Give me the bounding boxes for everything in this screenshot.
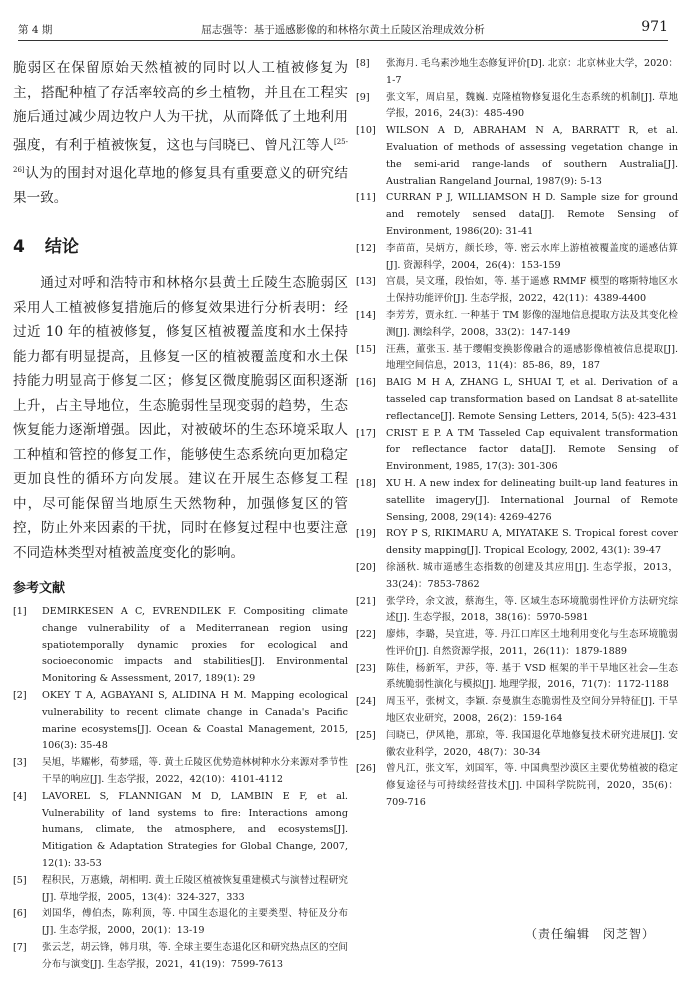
reference-item [356,728,678,762]
reference-text: 李苗苗，吴炳方，颜长珍，等. 密云水库上游植被覆盖度的遥感估算[J]. 资源科学，2004，26(4)：153-159 [386,242,678,271]
section-number: 4 [13,237,25,258]
reference-text: 程积民，万惠娥，胡相明. 黄土丘陵区植被恢复重建模式与演替过程研究[J]. 草地学报，2005，13(4)：324-327，333 [42,874,348,903]
reference-number: [13] [356,276,376,288]
reference-text: 汪燕，董张玉. 基于缨帽变换影像融合的遥感影像植被信息提取[J]. 地理空间信息，2013，11(4)：85-86，89，187 [386,343,678,372]
reference-item [13,789,348,873]
reference-number: [9] [356,91,370,103]
reference-number: [7] [13,942,27,953]
running-header [18,18,668,41]
reference-number: [6] [13,908,27,920]
reference-item [13,940,348,974]
reference-item [356,190,678,240]
reference-text: ROY P S, RIKIMARU A, MIYATAKE S. Tropical forest cover density mapping[J]. Tropical Ecology, 2002, 43(1): 39-47 [386,528,678,557]
reference-number: [25] [356,729,376,741]
citation-marker: [25-26] [13,137,348,174]
reference-number: [5] [13,874,27,886]
reference-number: [1] [13,606,27,618]
reference-text: 张文军，周启星，魏巍. 克隆植物修复退化生态系统的机制[J]. 草地学报，2016，24(3)：485-490 [386,91,678,120]
reference-text: XU H. A new index for delineating built-up land features in satellite imagery[J]. International Journal of Remote Sensing, 2008, 29(14): 4269-4276 [386,477,678,523]
reference-text: CRIST E P. A TM Tasseled Cap equivalent transformation for reflectance factor data[J]. Remote Sensing of Environment, 1985, 17(3): 301-306 [386,427,678,473]
reference-item [13,604,348,688]
reference-number: [21] [356,595,376,607]
continuation-text-end: 认为的围封对退化草地的修复具有重要意义的研究结果一致。 [13,165,348,206]
left-column [13,56,348,974]
reference-item [356,123,678,190]
reference-number: [11] [356,192,376,204]
reference-number: [8] [356,58,370,69]
section-title: 结论 [44,237,79,258]
conclusion-paragraph: 通过对呼和浩特市和林格尔县黄土丘陵生态脆弱区采用人工植被修复措施后的修复效果进行分析表明：经过近 10 年的植被修复，修复区植被覆盖度和水土保持能力都有明显提高，且修复一区的植被覆盖度和水土保持能力明显高于修复二区；修复区微度脆弱区面积逐渐上升，占主导地位，生态脆弱性呈现变弱的趋势，生态恢复能力逐渐增强。因此，对被破坏的生态环境采取人工种植和管控的修复工作，能够使生态系统向更加稳定更加良性的循环方向发展。建议在开展生态修复工程中，尽可能保留当地原生天然物种，加强修复区的管控，防止外来因素的干扰，同时在修复过程中也要注意不同造林类型对植被盖度变化的影响。 [13,275,348,561]
reference-item [356,661,678,695]
reference-list-right [356,56,678,812]
reference-number: [17] [356,427,376,439]
issue-label: 第 4 期 [18,24,53,36]
continuation-text: 脆弱区在保留原始天然植被的同时以人工植被修复为主，搭配种植了存活率较高的乡土植物，并且在工程实施后通过减少周边牧户人为干扰，从而降低了土地利用强度，有利于植被恢复，这也与闫晓已、曾凡江等人 [13,60,348,154]
reference-item [356,90,678,124]
reference-number: [12] [356,242,376,254]
running-title: 屈志强等：基于遥感影像的和林格尔黄土丘陵区治理成效分析 [201,24,485,36]
reference-number: [2] [13,690,27,702]
reference-item [356,594,678,628]
references-heading: 参考文献 [13,581,66,597]
reference-number: [26] [356,763,376,775]
reference-text: 李芳芳，贾永红. 一种基于 TM 影像的湿地信息提取方法及其变化检测[J]. 测绘科学，2008，33(2)：147-149 [386,309,678,338]
reference-text: DEMIRKESEN A C, EVRENDILEK F. Compositing climate change vulnerability of a Mediterranean region using spatiotemporally dynamic proxies for ecological and socioeconomic impacts and stabilities[J]. Environmental Monitoring & Assessment, 2017, 189(1): 29 [42,606,348,685]
reference-item [356,694,678,728]
reference-item [356,241,678,275]
reference-text: 吴旭，毕耀彬，荀梦瑶，等. 黄土丘陵区优势造林树种水分来源对季节性干旱的响应[J]. 生态学报，2022，42(10)：4101-4112 [42,757,348,786]
reference-text: 周玉平，张树文，李颖. 奈曼旗生态脆弱性及空间分异特征[J]. 干旱地区农业研究，2008，26(2)：159-164 [386,696,678,725]
reference-item [13,755,348,789]
reference-item [356,526,678,560]
reference-item [13,688,348,755]
reference-number: [3] [13,757,27,769]
reference-text: BAIG M H A, ZHANG L, SHUAI T, et al. Derivation of a tasseled cap transformation based on Landsat 8 at-satellite reflectance[J]. Remote Sensing Letters, 2014, 5(5): 423-431 [386,377,678,422]
discussion-continuation [13,56,348,210]
reference-text: 张云芝，胡云锋，韩月琪，等. 全球主要生态退化区和研究热点区的空间分布与演变[J]. 生态学报，2021，41(19)：7599-7613 [42,942,348,970]
reference-number: [18] [356,477,376,489]
reference-number: [22] [356,629,376,641]
section-heading [13,232,348,257]
reference-number: [10] [356,125,376,137]
reference-number: [19] [356,528,376,540]
reference-text: 张学玲，余文波，蔡海生，等. 区域生态环境脆弱性评价方法研究综述[J]. 生态学报，2018，38(16)：5970-5981 [386,595,678,624]
reference-number: [4] [13,790,27,802]
reference-text: 陈佳，杨新军，尹莎，等. 基于 VSD 框架的半干旱地区社会—生态系统脆弱性演化与模拟[J]. 地理学报，2016，71(7)：1172-1188 [386,662,678,691]
reference-list-left [13,604,348,974]
reference-text: 宫晨，吴文瑾，段怡如，等. 基于遥感 RMMF 模型的喀斯特地区水土保持功能评价[J]. 生态学报，2022，42(11)：4389-4400 [386,276,678,305]
right-column [356,56,678,812]
reference-item [356,308,678,342]
reference-item [356,560,678,594]
reference-text: 廖炜，李璐，吴宜进，等. 丹江口库区土地利用变化与生态环境脆弱性评价[J]. 自然资源学报，2011，26(11)：1879-1889 [386,629,678,657]
reference-text: 刘国华，傅伯杰，陈利顶，等. 中国生态退化的主要类型、特征及分布[J]. 生态学报，2000，20(1)：13-19 [42,908,348,937]
reference-text: OKEY T A, AGBAYANI S, ALIDINA H M. Mapping ecological vulnerability to recent climate change in Canada's Pacific marine ecosystems[J]. Ocean & Coastal Management, 2015, 106(3): 35-48 [42,690,348,752]
reference-item [356,342,678,376]
reference-item [356,56,678,90]
reference-item [13,873,348,907]
reference-number: [24] [356,696,376,708]
reference-text: CURRAN P J, WILLIAMSON H D. Sample size for ground and remotely sensed data[J]. Remote Sensing of Environment, 1986(20): 31-41 [386,192,678,237]
reference-item [356,375,678,425]
reference-text: 张海月. 毛乌素沙地生态修复评价[D]. 北京：北京林业大学，2020：1-7 [386,58,678,86]
reference-number: [15] [356,343,376,355]
reference-text: WILSON A D, ABRAHAM N A, BARRATT R, et al. Evaluation of methods of assessing vegetation change in the semi-arid range-lands of southern Australia[J]. Australian Rangeland Journal, 1987(9): 5-13 [386,125,678,187]
reference-text: LAVOREL S, FLANNIGAN M D, LAMBIN E F, et al. Vulnerability of land systems to fire: Interactions among humans, climate, the atmosphere, and ecosystems[J]. Mitigation & Adaptation Strategies for Global Change, 2007, 12(1): 33-53 [42,790,348,870]
reference-number: [16] [356,377,376,389]
reference-text: 徐涵秋. 城市遥感生态指数的创建及其应用[J]. 生态学报，2013，33(24)：7853-7862 [386,561,678,590]
reference-text: 曾凡江，张文军，刘国军，等. 中国典型沙漠区主要优势植被的稳定修复途径与可持续经营技术[J]. 中国科学院院刊，2020，35(6)：709-716 [386,763,678,809]
reference-text: 闫晓已，伊风艳，那琼，等. 我国退化草地修复技术研究进展[J]. 安徽农业科学，2020，48(7)：30-34 [386,729,678,758]
page-number: 971 [641,19,668,35]
reference-number: [20] [356,561,376,573]
reference-item [356,627,678,661]
responsible-editor: （责任编辑 闵芝智） [524,927,655,941]
reference-item [356,761,678,811]
reference-item [13,906,348,940]
reference-item [356,476,678,526]
reference-item [356,426,678,476]
reference-item [356,274,678,308]
reference-number: [23] [356,662,376,674]
reference-number: [14] [356,309,376,321]
